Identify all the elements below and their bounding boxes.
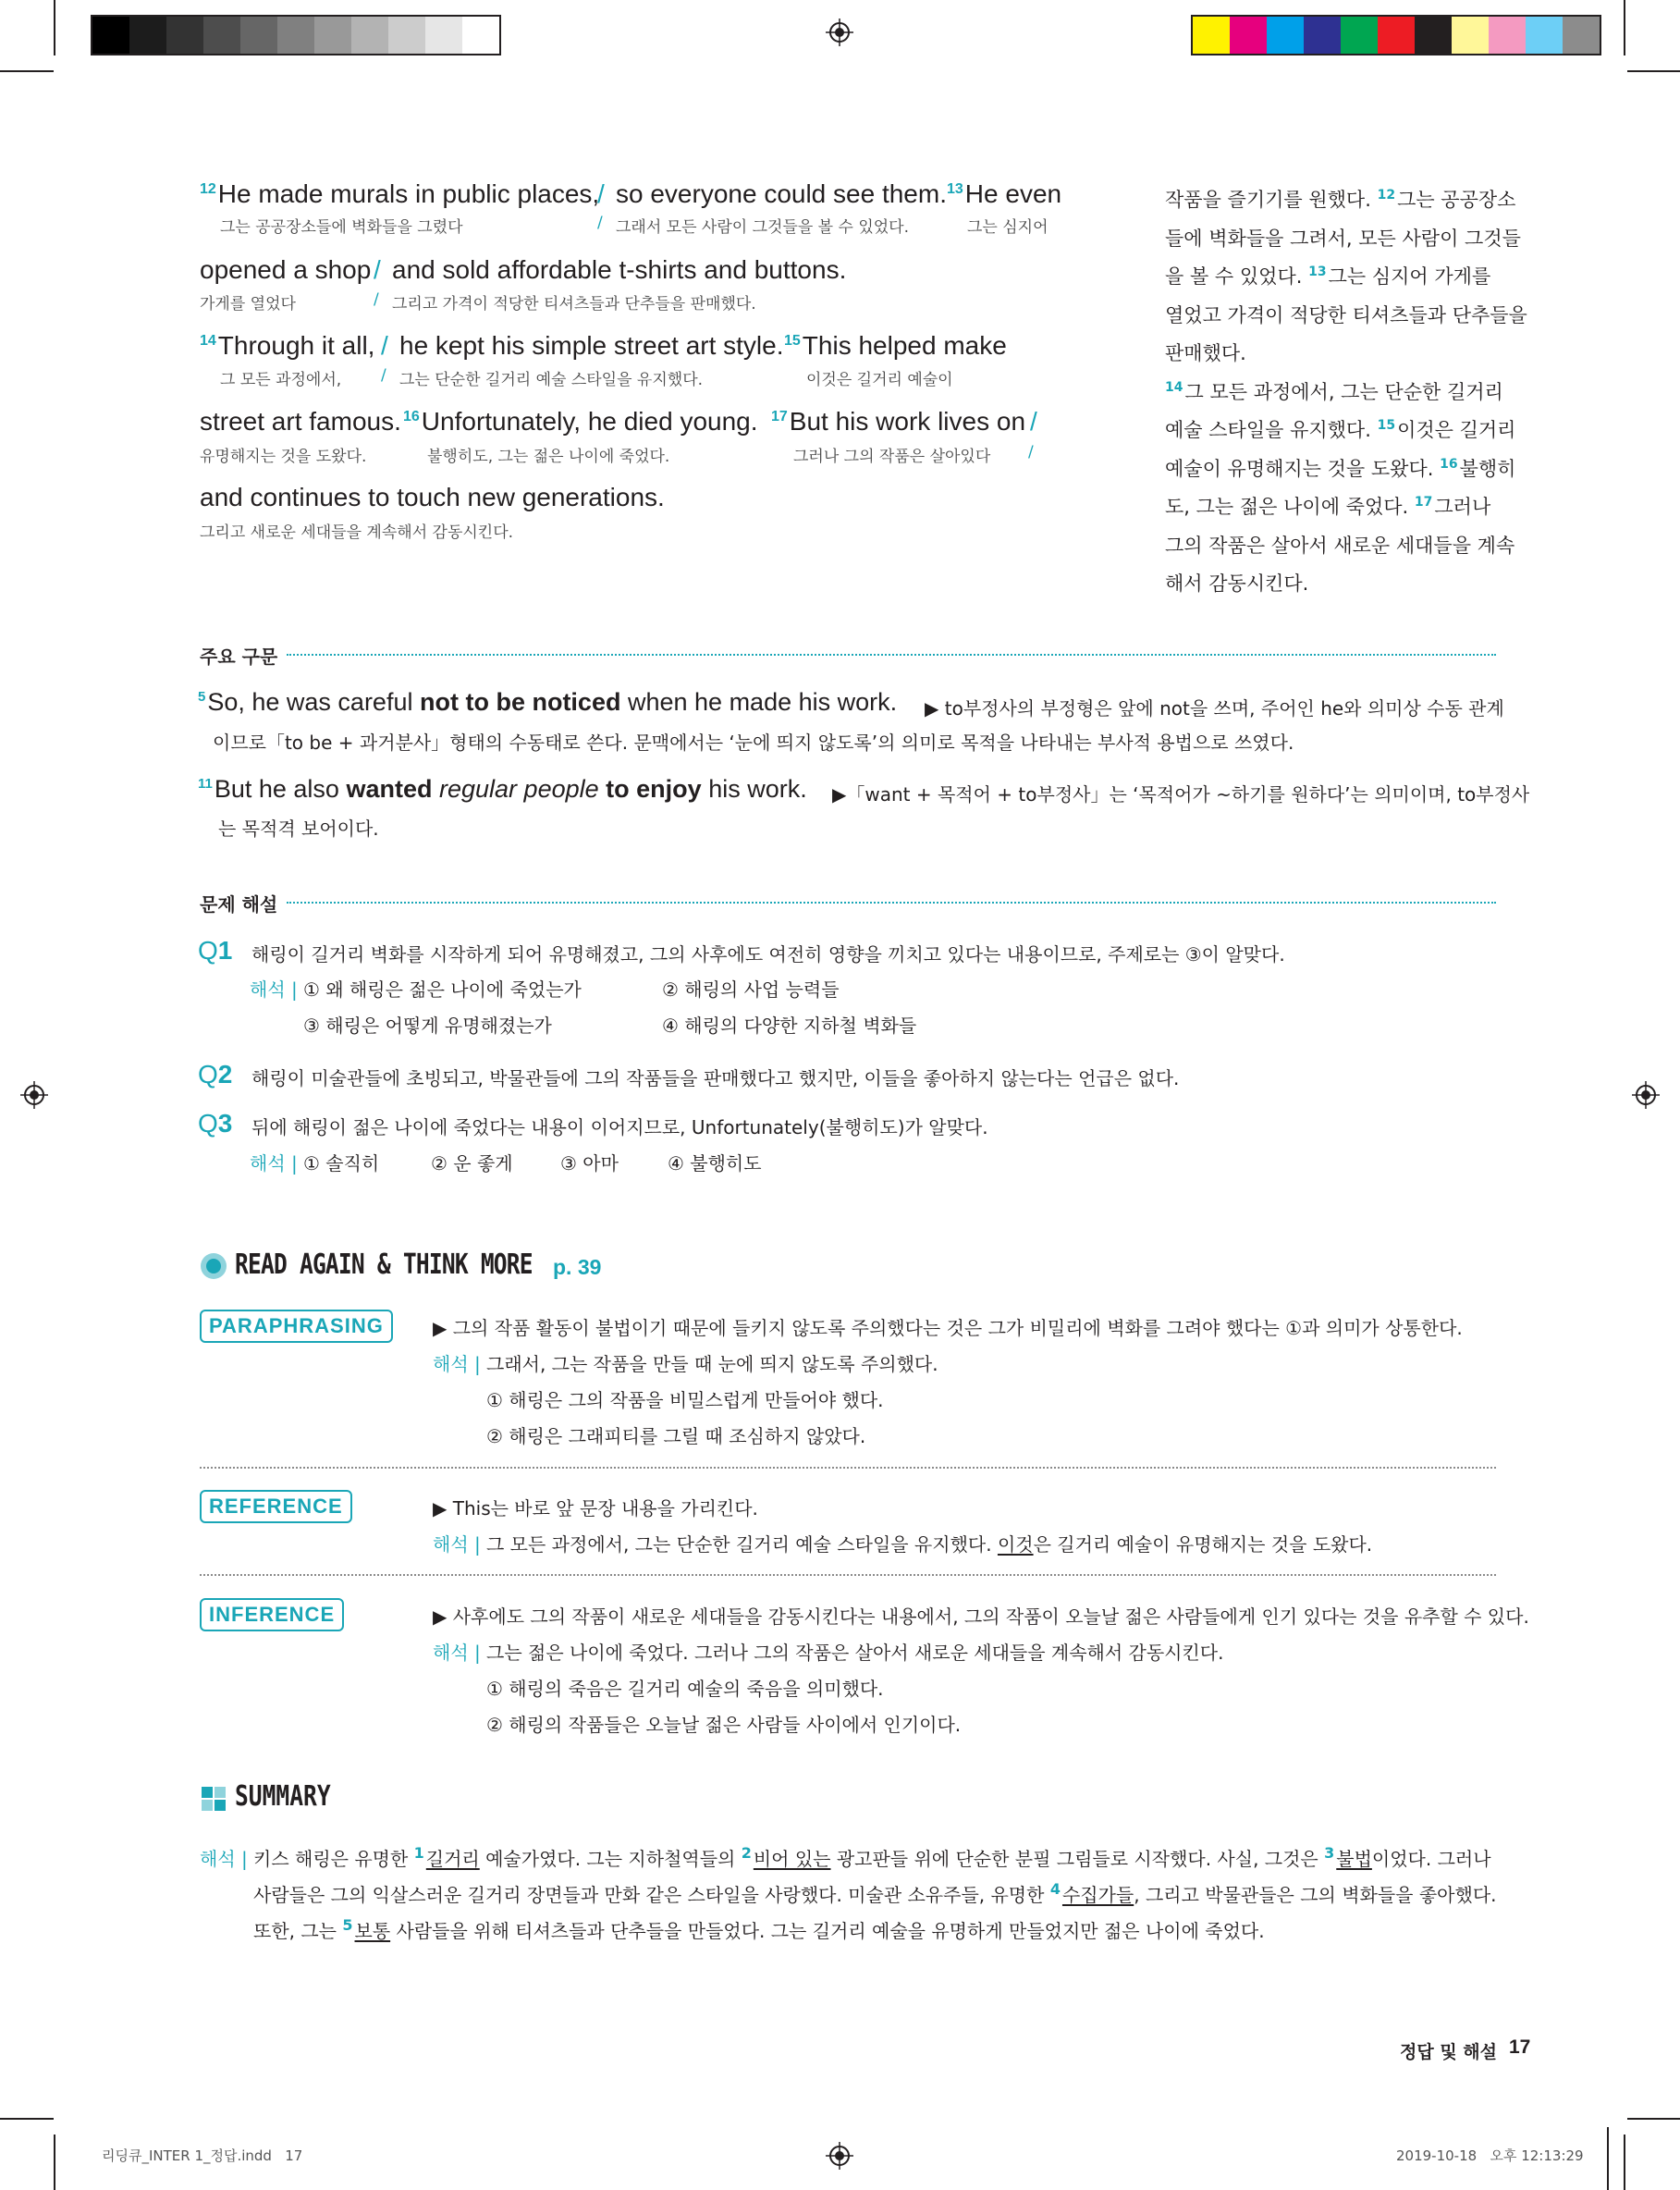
- sentence-12: $^{12}$He made murals in public places,: [200, 179, 600, 208]
- chunk-slash: /: [374, 255, 381, 284]
- sentence-15: $^{15}$This helped make: [784, 331, 1007, 360]
- translation-label: 해석 |: [433, 1533, 481, 1556]
- sentence-14: $^{14}$Through it all,: [200, 331, 375, 360]
- side-line: 도, 그는 젊은 나이에 죽었다. $^{17}$그러나: [1165, 495, 1491, 518]
- reference-translation: 그 모든 과정에서, 그는 단순한 길거리 예술 스타일을 유지했다. 이것은 길거리 예술이 유명해지는 것을 도왔다.: [486, 1533, 1373, 1556]
- example-11-note: ▶「want + 목적어 + to부정사」는 ‘목적어가 ~하기를 원하다’는 의미이며, to부정사: [832, 783, 1530, 806]
- cmyk-color-bar: [1191, 15, 1601, 55]
- crop-mark: [54, 2135, 55, 2190]
- gloss-slash: /: [374, 290, 379, 309]
- gloss-13: 그는 심지어: [967, 218, 1048, 237]
- crop-mark: [0, 70, 54, 72]
- gloss-16: 불행히도, 그는 젊은 나이에 죽었다.: [427, 448, 670, 466]
- q1-option: ④ 해링의 다양한 지하철 벽화들: [662, 1015, 917, 1037]
- summary-line: 키스 해링은 유명한 $^1$ 길거리 예술가였다. 그는 지하철역들의 $^2$ 비어 있는 광고판들 위에 단순한 분필 그림들로 시작했다. 사실, 그것은 $^3$ 불법이었다. 그러나: [253, 1844, 1491, 1870]
- gloss-17b: 그리고 새로운 세대들을 계속해서 감동시킨다.: [200, 523, 514, 542]
- translation-label: 해석 |: [433, 1353, 481, 1375]
- print-timestamp: 2019-10-18 오후 12:13:29: [1396, 2147, 1584, 2164]
- q1-option: ③ 해링은 어떻게 유명해졌는가: [303, 1015, 552, 1037]
- file-info: 리딩큐_INTER 1_정답.indd 17: [102, 2147, 303, 2164]
- side-line: 판매했다.: [1165, 342, 1246, 364]
- gloss-13c: 그리고 가격이 적당한 티셔츠들과 단추들을 판매했다.: [392, 295, 756, 314]
- q1-option: ② 해링의 사업 능력들: [662, 978, 840, 1001]
- sentence-16: $^{16}$Unfortunately, he died young.: [403, 407, 758, 436]
- section-divider: [287, 902, 1496, 904]
- gloss-12: 그는 공공장소들에 벽화들을 그렸다: [220, 218, 463, 237]
- example-11-sentence: $^{11}$But he also wanted regular people to enjoy his work.: [198, 775, 807, 803]
- sentence-17b: and continues to touch new generations.: [200, 483, 665, 511]
- paraphrasing-option: ② 해링은 그래피티를 그릴 때 조심하지 않았다.: [486, 1425, 866, 1447]
- page-reference: p. 39: [553, 1255, 602, 1279]
- crop-mark: [54, 0, 55, 55]
- section-divider: [287, 654, 1496, 656]
- q3-explanation: 뒤에 해링이 젊은 나이에 죽었다는 내용이 이어지므로, Unfortunately(불행히도)가 알맞다.: [251, 1116, 988, 1138]
- crop-mark: [0, 2118, 54, 2120]
- gloss-12b: 그래서 모든 사람이 그것들을 볼 수 있었다.: [616, 218, 910, 237]
- crop-mark: [1624, 0, 1625, 55]
- summary-square-icon: [202, 1787, 226, 1811]
- q2-label: Q2: [198, 1060, 233, 1089]
- subsection-divider: [200, 1574, 1496, 1576]
- q1-explanation: 해링이 길거리 벽화를 시작하게 되어 유명해졌고, 그의 사후에도 여전히 영향을 끼치고 있다는 내용이므로, 주제로는 ③이 알맞다.: [251, 943, 1285, 966]
- reference-note: ▶ This는 바로 앞 문장 내용을 가리킨다.: [433, 1497, 758, 1519]
- crop-mark: [1627, 70, 1680, 72]
- q1-label: Q1: [198, 936, 233, 965]
- gloss-slash: /: [597, 214, 603, 232]
- side-line: 그의 작품은 살아서 새로운 세대들을 계속: [1165, 535, 1515, 557]
- subsection-divider: [200, 1467, 1496, 1469]
- paraphrasing-translation: 그래서, 그는 작품을 만들 때 눈에 띄지 않도록 주의했다.: [486, 1353, 938, 1375]
- q3-option: ① 솔직히: [303, 1152, 380, 1175]
- summary-title: SUMMARY: [235, 1780, 331, 1813]
- side-line: 을 볼 수 있었다. $^{13}$그는 심지어 가게를: [1165, 265, 1491, 288]
- sentence-13b: opened a shop: [200, 255, 372, 284]
- example-11-note: 는 목적격 보어이다.: [218, 818, 379, 840]
- translation-label: 해석 |: [200, 1848, 248, 1870]
- side-line: 예술 스타일을 유지했다. $^{15}$이것은 길거리: [1165, 418, 1516, 441]
- registration-mark-icon: [826, 18, 853, 46]
- gloss-15b: 유명해지는 것을 도왔다.: [200, 448, 367, 466]
- read-again-title: READ AGAIN & THINK MORE: [235, 1249, 533, 1281]
- q1-option: ① 왜 해링은 젊은 나이에 죽었는가: [303, 978, 582, 1001]
- chunk-slash: /: [381, 331, 388, 360]
- translation-label: 해석 |: [433, 1642, 481, 1664]
- registration-mark-icon: [20, 1081, 48, 1109]
- chunk-slash: /: [597, 179, 605, 208]
- paraphrasing-option: ① 해링은 그의 작품을 비밀스럽게 만들어야 했다.: [486, 1389, 884, 1411]
- translation-label: 해석 |: [250, 978, 298, 1001]
- example-5-note: 이므로「to be + 과거분사」형태의 수동태로 쓴다. 문맥에서는 ‘눈에 띄지 않도록’의 의미로 목적을 나타내는 부사적 용법으로 쓰였다.: [213, 732, 1294, 754]
- gloss-14b: 그는 단순한 길거리 예술 스타일을 유지했다.: [399, 371, 704, 389]
- example-5-note: ▶ to부정사의 부정형은 앞에 not을 쓰며, 주어인 he와 의미상 수동 관계: [925, 697, 1504, 720]
- q3-option: ③ 아마: [560, 1152, 619, 1175]
- sentence-17: $^{17}$But his work lives on: [771, 407, 1026, 436]
- page-number: 17: [1509, 2036, 1531, 2058]
- sentence-14b: he kept his simple street art style.: [399, 331, 784, 360]
- q3-option: ④ 불행히도: [668, 1152, 762, 1175]
- gloss-15: 이것은 길거리 예술이: [806, 371, 953, 389]
- translation-label: 해석 |: [250, 1152, 298, 1175]
- q3-option: ② 운 좋게: [431, 1152, 513, 1175]
- side-line: 열었고 가격이 적당한 티셔츠들과 단추들을: [1165, 304, 1527, 326]
- gloss-slash: /: [381, 366, 386, 385]
- inference-option: ② 해링의 작품들은 오늘날 젊은 사람들 사이에서 인기이다.: [486, 1714, 962, 1736]
- paraphrasing-tag: PARAPHRASING: [200, 1310, 393, 1343]
- inference-tag: INFERENCE: [200, 1598, 344, 1631]
- chunk-slash: /: [1030, 407, 1037, 436]
- grayscale-color-bar: [91, 15, 501, 55]
- side-line: 예술이 유명해지는 것을 도왔다. $^{16}$불행히: [1165, 457, 1516, 480]
- sentence-15b: street art famous.: [200, 407, 401, 436]
- q3-label: Q3: [198, 1109, 233, 1138]
- gloss-17: 그러나 그의 작품은 살아있다: [793, 448, 991, 466]
- side-line: 작품을 즐기기를 원했다. $^{12}$그는 공공장소: [1165, 188, 1516, 211]
- crop-mark: [1607, 2127, 1609, 2190]
- inference-translation: 그는 젊은 나이에 죽었다. 그러나 그의 작품은 살아서 새로운 세대들을 계속해서 감동시킨다.: [486, 1642, 1224, 1664]
- key-structures-title: 주요 구문: [200, 646, 278, 668]
- inference-option: ① 해링의 죽음은 길거리 예술의 죽음을 의미했다.: [486, 1678, 884, 1700]
- side-line: $^{14}$그 모든 과정에서, 그는 단순한 길거리: [1165, 380, 1503, 403]
- sentence-12b: so everyone could see them.: [616, 179, 947, 208]
- summary-line: 사람들은 그의 익살스러운 길거리 장면들과 만화 같은 스타일을 사랑했다. 미술관 소유주들, 유명한 $^4$ 수집가들, 그리고 박물관들은 그의 벽화들을 좋아했다.: [253, 1880, 1497, 1906]
- crop-mark: [1624, 2135, 1625, 2190]
- problems-title: 문제 해설: [200, 893, 278, 916]
- example-5-sentence: $^5$So, he was careful not to be noticed when he made his work.: [198, 688, 898, 716]
- side-line: 해서 감동시킨다.: [1165, 572, 1309, 595]
- sentence-13c: and sold affordable t-shirts and buttons.: [392, 255, 847, 284]
- footer-section-label: 정답 및 해설: [1400, 2042, 1497, 2062]
- reference-tag: REFERENCE: [200, 1490, 352, 1523]
- bullet-circle-icon: [200, 1252, 227, 1280]
- gloss-13b: 가게를 열었다: [200, 295, 296, 314]
- gloss-slash: /: [1028, 443, 1034, 461]
- crop-mark: [1627, 2118, 1680, 2120]
- sentence-13: $^{13}$He even: [947, 179, 1062, 208]
- registration-mark-icon: [826, 2142, 853, 2170]
- q2-explanation: 해링이 미술관들에 초빙되고, 박물관들에 그의 작품들을 판매했다고 했지만, 이들을 좋아하지 않는다는 언급은 없다.: [251, 1067, 1180, 1089]
- inference-note: ▶ 사후에도 그의 작품이 새로운 세대들을 감동시킨다는 내용에서, 그의 작품이 오늘날 젊은 사람들에게 인기 있다는 것을 유추할 수 있다.: [433, 1606, 1529, 1628]
- paraphrasing-note: ▶ 그의 작품 활동이 불법이기 때문에 들키지 않도록 주의했다는 것은 그가 비밀리에 벽화를 그려야 했다는 ①과 의미가 상통한다.: [433, 1317, 1463, 1339]
- side-line: 들에 벽화들을 그려서, 모든 사람이 그것들: [1165, 228, 1521, 250]
- summary-line: 또한, 그는 $^5$ 보통 사람들을 위해 티셔츠들과 단추들을 만들었다. 그는 길거리 예술을 유명하게 만들었지만 젊은 나이에 죽었다.: [253, 1916, 1265, 1942]
- gloss-14: 그 모든 과정에서,: [220, 371, 342, 389]
- registration-mark-icon: [1632, 1081, 1660, 1109]
